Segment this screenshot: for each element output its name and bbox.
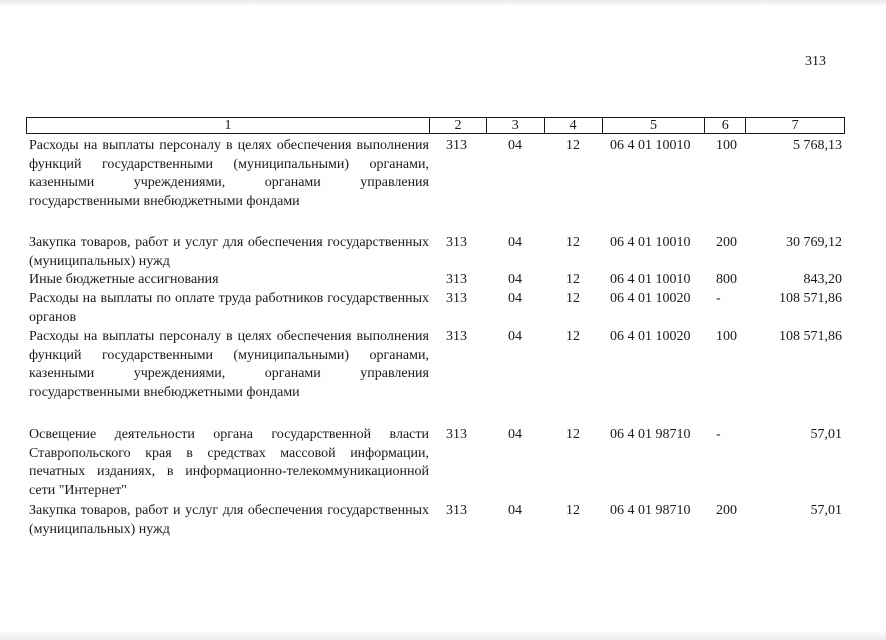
row-expense-type: 200 bbox=[716, 235, 737, 250]
row-description: Расходы на выплаты по оплате труда работников государственных органов bbox=[29, 291, 429, 325]
row-amount: 57,01 bbox=[810, 427, 842, 442]
row-section-code: 04 bbox=[508, 427, 522, 442]
row-ministry-code: 313 bbox=[446, 272, 467, 287]
row-target-article: 06 4 01 98710 bbox=[610, 427, 691, 442]
page-number: 313 bbox=[805, 54, 826, 69]
row-section-code: 04 bbox=[508, 235, 522, 250]
header-col-5: 5 bbox=[602, 118, 705, 133]
row-expense-type: - bbox=[716, 427, 721, 442]
row-amount: 108 571,86 bbox=[779, 329, 842, 344]
row-subsection-code: 12 bbox=[566, 503, 580, 518]
row-expense-type: 100 bbox=[716, 329, 737, 344]
row-amount: 57,01 bbox=[810, 503, 842, 518]
row-subsection-code: 12 bbox=[566, 329, 580, 344]
row-description: Освещение деятельности органа государственной власти Ставропольского края в средствах массовой информации, печатных изданиях, в информационно-телекоммуникационной сети "Интернет" bbox=[29, 427, 429, 498]
row-ministry-code: 313 bbox=[446, 235, 467, 250]
row-expense-type: 100 bbox=[716, 138, 737, 153]
scan-shade-bottom bbox=[0, 630, 886, 640]
row-target-article: 06 4 01 10020 bbox=[610, 291, 691, 306]
row-target-article: 06 4 01 10010 bbox=[610, 235, 691, 250]
row-section-code: 04 bbox=[508, 291, 522, 306]
header-col-1: 1 bbox=[224, 118, 232, 133]
row-target-article: 06 4 01 98710 bbox=[610, 503, 691, 518]
row-expense-type: 200 bbox=[716, 503, 737, 518]
row-ministry-code: 313 bbox=[446, 427, 467, 442]
header-col-4: 4 bbox=[544, 118, 602, 133]
header-col-2: 2 bbox=[429, 118, 486, 133]
row-description: Расходы на выплаты персоналу в целях обеспечения выполнения функций государственными (муниципальными) органами, казенными учреждениями, органами управления государственными внебюджетными фондами bbox=[29, 138, 429, 209]
row-target-article: 06 4 01 10010 bbox=[610, 272, 691, 287]
row-amount: 5 768,13 bbox=[793, 138, 842, 153]
scan-shade-top bbox=[0, 0, 886, 6]
row-subsection-code: 12 bbox=[566, 235, 580, 250]
row-ministry-code: 313 bbox=[446, 329, 467, 344]
row-ministry-code: 313 bbox=[446, 138, 467, 153]
row-ministry-code: 313 bbox=[446, 291, 467, 306]
row-description: Закупка товаров, работ и услуг для обеспечения государственных (муниципальных) нужд bbox=[29, 235, 429, 269]
header-col-3: 3 bbox=[486, 118, 544, 133]
header-col-6: 6 bbox=[704, 118, 745, 133]
row-ministry-code: 313 bbox=[446, 503, 467, 518]
row-section-code: 04 bbox=[508, 272, 522, 287]
row-subsection-code: 12 bbox=[566, 427, 580, 442]
row-amount: 108 571,86 bbox=[779, 291, 842, 306]
row-subsection-code: 12 bbox=[566, 291, 580, 306]
row-target-article: 06 4 01 10010 bbox=[610, 138, 691, 153]
row-section-code: 04 bbox=[508, 329, 522, 344]
row-description: Расходы на выплаты персоналу в целях обеспечения выполнения функций государственными (муниципальными) органами, казенными учреждениями, органами управления государственными внебюджетными фондами bbox=[29, 329, 429, 400]
row-description: Закупка товаров, работ и услуг для обеспечения государственных (муниципальных) нужд bbox=[29, 503, 429, 537]
row-section-code: 04 bbox=[508, 503, 522, 518]
table-header-row bbox=[26, 117, 845, 134]
row-section-code: 04 bbox=[508, 138, 522, 153]
header-col-7: 7 bbox=[745, 118, 844, 133]
row-expense-type: 800 bbox=[716, 272, 737, 287]
row-subsection-code: 12 bbox=[566, 272, 580, 287]
row-amount: 30 769,12 bbox=[786, 235, 842, 250]
row-description: Иные бюджетные ассигнования bbox=[29, 272, 219, 287]
row-expense-type: - bbox=[716, 291, 721, 306]
row-amount: 843,20 bbox=[803, 272, 842, 287]
row-subsection-code: 12 bbox=[566, 138, 580, 153]
row-target-article: 06 4 01 10020 bbox=[610, 329, 691, 344]
